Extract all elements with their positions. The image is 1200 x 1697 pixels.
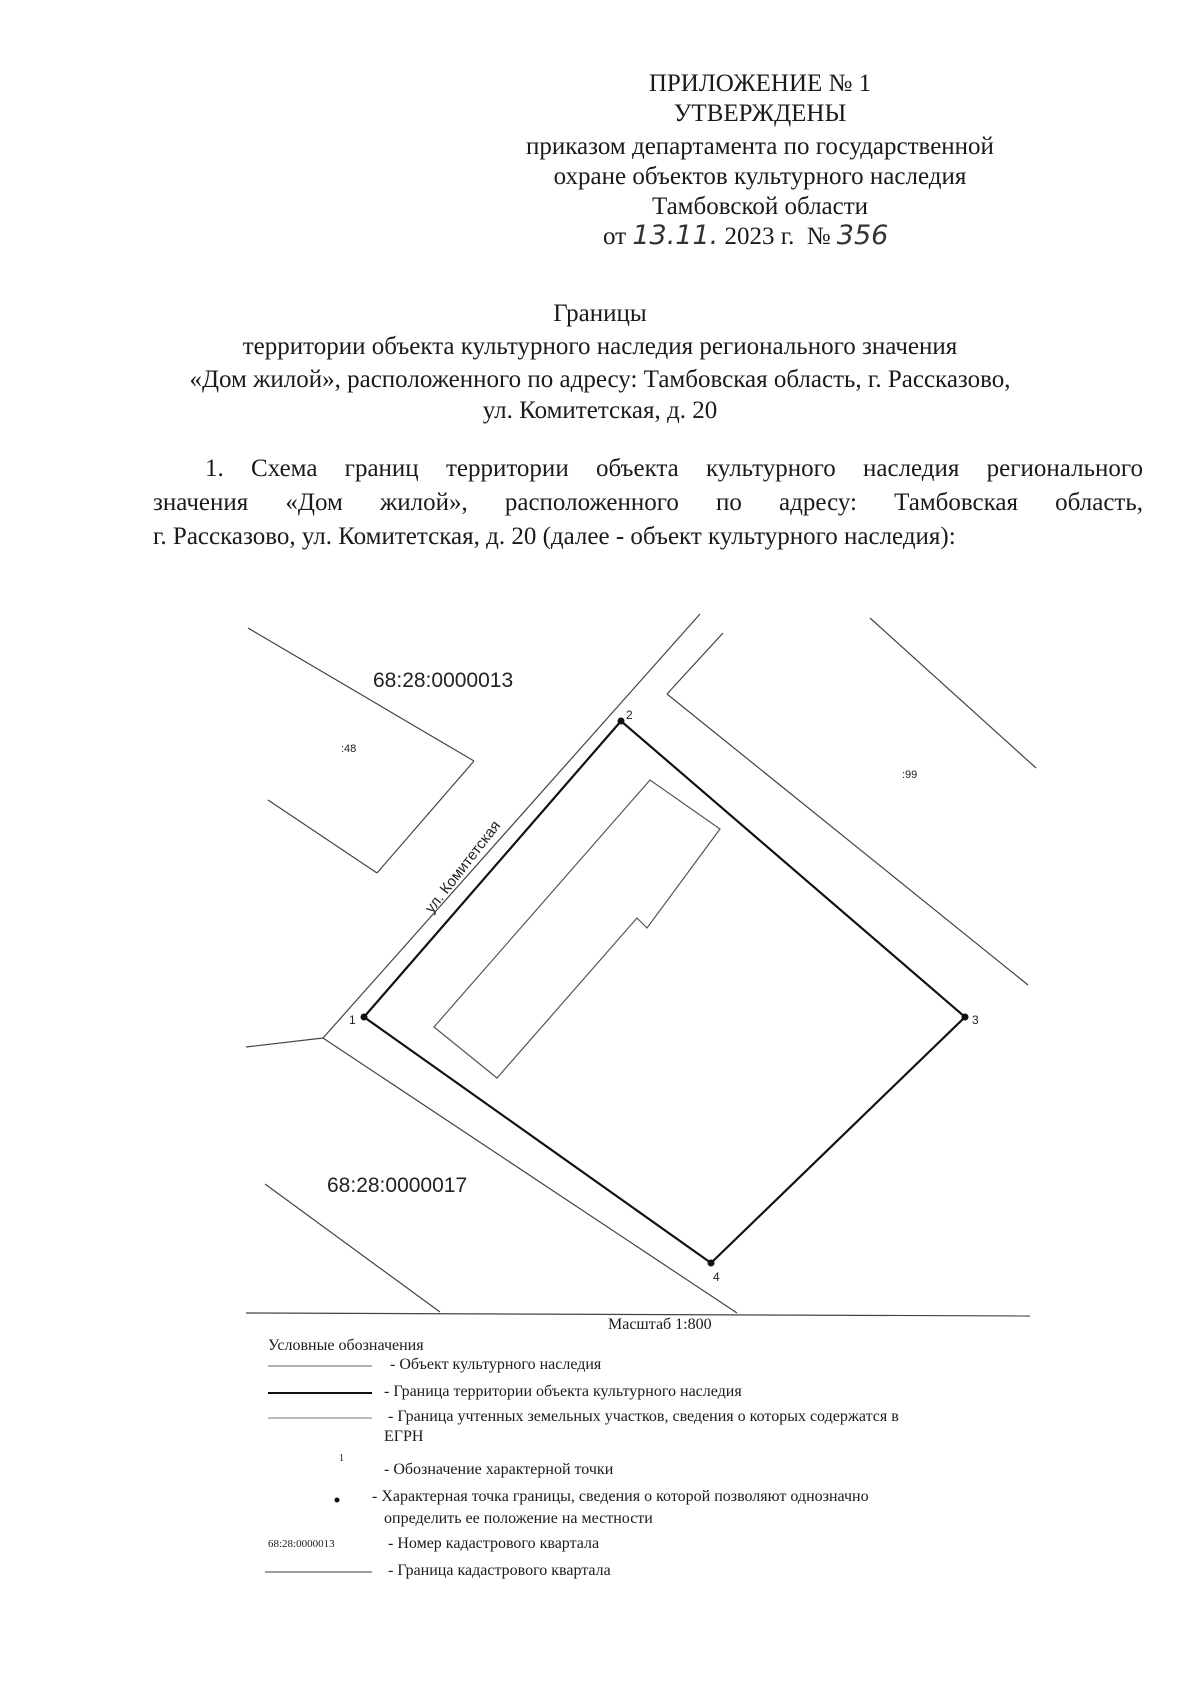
approved-heading: УТВЕРЖДЕНЫ bbox=[673, 100, 847, 127]
paragraph-line-2: значения «Дом жилой», расположенного по адресу: Тамбовская область, bbox=[153, 489, 1143, 516]
quarter-number-bottom: 68:28:0000017 bbox=[327, 1174, 468, 1197]
title-line-2: территории объекта культурного наследия регионального значения bbox=[242, 333, 958, 360]
legend-item-parcel-boundary-cont: ЕГРН bbox=[384, 1428, 424, 1445]
paragraph-line-3: г. Рассказово, ул. Комитетская, д. 20 (далее - объект культурного наследия): bbox=[153, 523, 956, 550]
paragraph-line-1: 1. Схема границ территории объекта культурного наследия регионального bbox=[205, 455, 1143, 482]
date-year: 2023 г. bbox=[724, 223, 795, 250]
parcel-label-48: :48 bbox=[341, 743, 357, 755]
title-line-3: «Дом жилой», расположенного по адресу: Тамбовская область, г. Рассказово, bbox=[189, 366, 1011, 393]
map-scale: Масштаб 1:800 bbox=[608, 1316, 712, 1333]
legend-symbol-quarter-number: 68:28:0000013 bbox=[268, 1538, 335, 1550]
legend-item-parcel-boundary: - Граница учтенных земельных участков, сведения о которых содержатся в bbox=[388, 1408, 899, 1425]
legend-title: Условные обозначения bbox=[268, 1337, 424, 1354]
legend-item-characteristic-point-cont: определить ее положение на местности bbox=[384, 1510, 653, 1527]
parcel-label-99: :99 bbox=[902, 769, 918, 781]
point-label-1: 1 bbox=[349, 1013, 356, 1027]
date-prefix: от bbox=[603, 223, 627, 250]
appendix-heading: ПРИЛОЖЕНИЕ № 1 bbox=[648, 70, 872, 97]
handwritten-date: 13.11. bbox=[632, 220, 719, 251]
legend-item-quarter-boundary: - Граница кадастрового квартала bbox=[388, 1562, 611, 1579]
point-label-4: 4 bbox=[713, 1270, 720, 1284]
quarter-number-top: 68:28:0000013 bbox=[373, 669, 514, 692]
number-prefix: № bbox=[806, 223, 831, 250]
legend-item-point-designation: - Обозначение характерной точки bbox=[384, 1461, 614, 1478]
order-line-1: приказом департамента по государственной bbox=[526, 133, 994, 160]
legend-symbol-point bbox=[335, 1498, 340, 1503]
title-line-4: ул. Комитетская, д. 20 bbox=[482, 397, 718, 424]
street-label: ул. Комитетская bbox=[421, 817, 505, 917]
legend-item-heritage-object: - Объект культурного наследия bbox=[390, 1356, 602, 1373]
legend-symbol-point-label: 1 bbox=[339, 1453, 344, 1464]
legend-item-characteristic-point: - Характерная точка границы, сведения о которой позволяют однозначно bbox=[372, 1488, 869, 1505]
legend-item-quarter-number: - Номер кадастрового квартала bbox=[388, 1535, 600, 1552]
order-line-2: охране объектов культурного наследия bbox=[553, 163, 967, 190]
point-label-3: 3 bbox=[972, 1013, 979, 1027]
handwritten-number: 356 bbox=[836, 220, 889, 251]
point-label-2: 2 bbox=[626, 708, 633, 722]
document-title: Границы bbox=[553, 300, 647, 327]
legend-item-territory-boundary: - Граница территории объекта культурного наследия bbox=[384, 1383, 742, 1400]
order-line-3: Тамбовской области bbox=[651, 193, 869, 220]
